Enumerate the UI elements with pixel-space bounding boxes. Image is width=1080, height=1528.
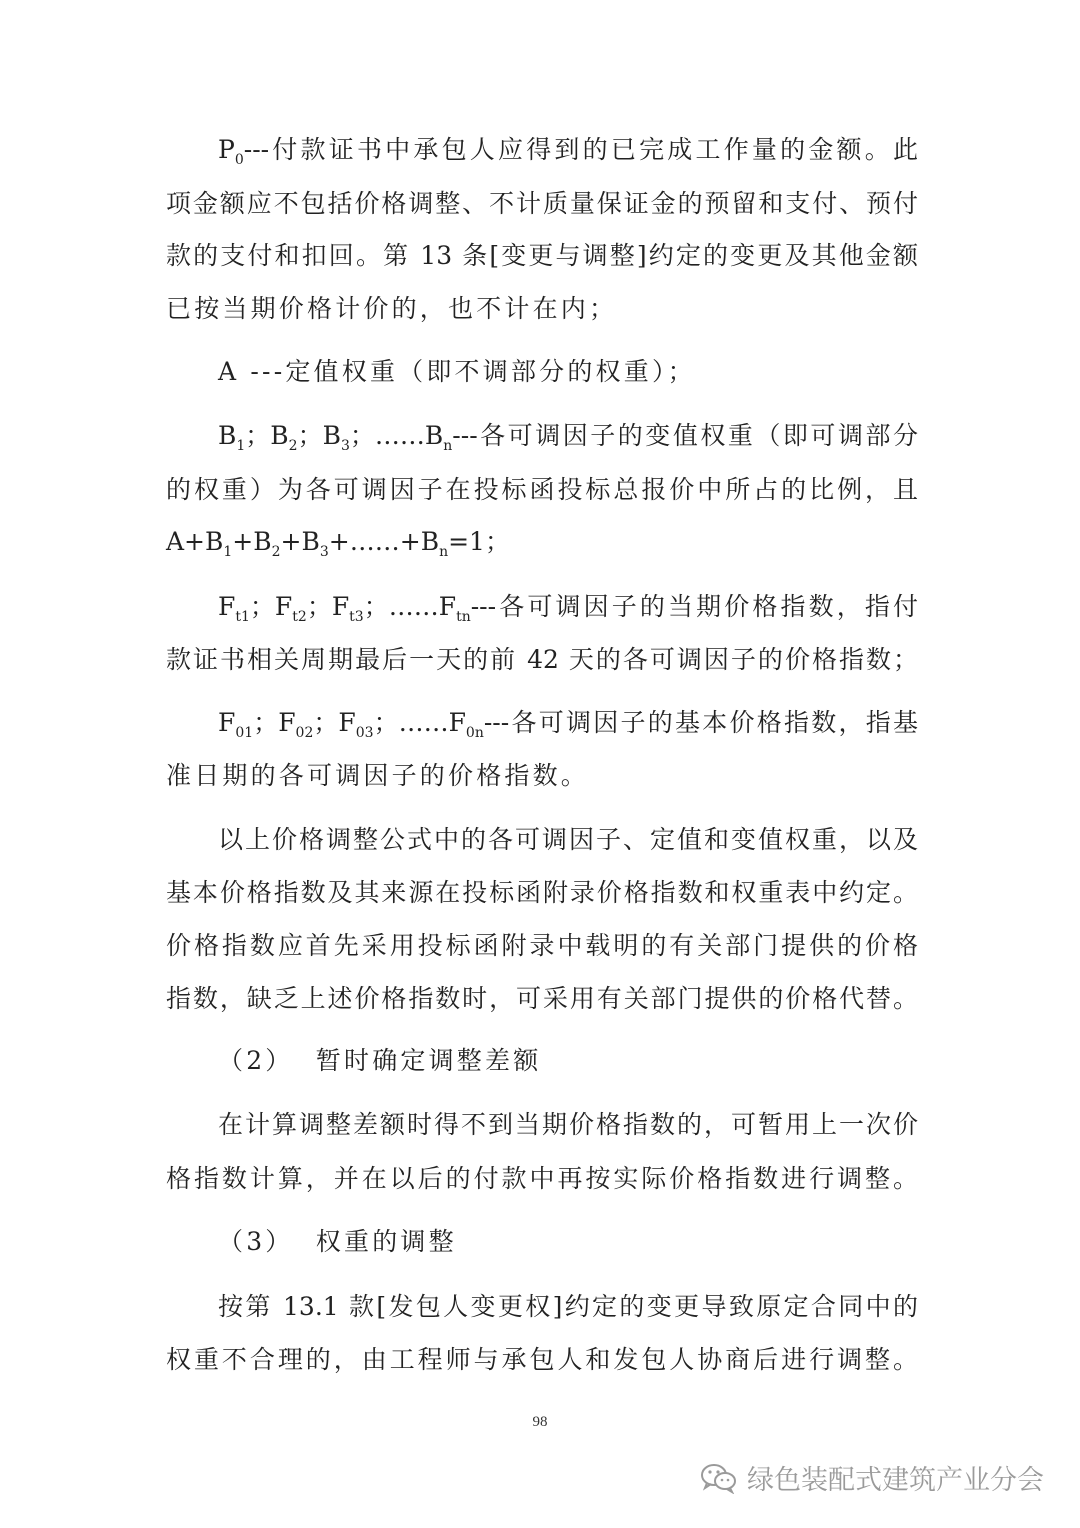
text-line: 以上价格调整公式中的各可调因子、定值和变值权重，以及 xyxy=(218,825,918,854)
section-heading-2: （2） 暂时确定调整差额 xyxy=(218,1046,542,1075)
subscript: 2 xyxy=(271,544,281,560)
subscript: n xyxy=(439,544,449,560)
subscript: 3 xyxy=(340,438,350,454)
text-fragment: ；B xyxy=(245,421,289,450)
text-line: 权重不合理的，由工程师与承包人和发包人协商后进行调整。 xyxy=(166,1345,918,1374)
watermark-text: 绿色装配式建筑产业分会 xyxy=(747,1465,1044,1496)
text-fragment: ---各可调因子的变值权重（即可调部分 xyxy=(452,421,918,450)
text-line: 价格指数应首先采用投标函附录中载明的有关部门提供的价格 xyxy=(166,931,918,960)
wechat-icon xyxy=(699,1462,737,1494)
text-line: 指数，缺乏上述价格指数时，可采用有关部门提供的价格代替。 xyxy=(166,984,918,1013)
watermark xyxy=(699,1458,1044,1497)
text-fragment: F xyxy=(218,708,236,737)
text-line-f0-definition xyxy=(218,705,918,751)
text-fragment: +……+B xyxy=(328,527,440,556)
subscript: 2 xyxy=(288,438,298,454)
text-fragment: ；……F xyxy=(363,592,457,621)
text-line-p0-definition xyxy=(218,132,918,178)
text-fragment: ；F xyxy=(313,708,356,737)
subscript: t3 xyxy=(349,609,364,625)
text-line: 项金额应不包括价格调整、不计质量保证金的预留和支付、预付 xyxy=(166,189,918,218)
text-fragment: ；F xyxy=(249,592,293,621)
text-fragment: =1； xyxy=(448,527,510,556)
text-fragment: F xyxy=(218,592,236,621)
text-fragment: A+B xyxy=(166,527,224,556)
subscript: n xyxy=(443,438,453,454)
subscript: 0n xyxy=(465,725,484,741)
text-fragment: ---各可调因子的当期价格指数，指付 xyxy=(470,592,918,621)
text-line: 准日期的各可调因子的价格指数。 xyxy=(166,761,590,790)
text-line-a-definition: A ---定值权重（即不调部分的权重）； xyxy=(218,357,696,386)
text-fragment: ；B xyxy=(297,421,341,450)
text-fragment: ---付款证书中承包人应得到的已完成工作量的金额。此 xyxy=(243,135,918,164)
subscript: 0 xyxy=(234,152,244,168)
text-line: 已按当期价格计价的，也不计在内； xyxy=(166,294,618,323)
subscript: 3 xyxy=(319,544,329,560)
subscript: 02 xyxy=(295,725,314,741)
text-fragment: +B xyxy=(232,527,272,556)
subscript: 01 xyxy=(235,725,254,741)
text-line: 基本价格指数及其来源在投标函附录价格指数和权重表中约定。 xyxy=(166,878,918,907)
text-fragment: ---各可调因子的基本价格指数，指基 xyxy=(483,708,918,737)
text-fragment: ；F xyxy=(253,708,296,737)
text-line: 款的支付和扣回。第 13 条[变更与调整]约定的变更及其他金额 xyxy=(166,241,918,270)
subscript: t2 xyxy=(292,609,307,625)
text-line-formula xyxy=(166,524,918,570)
text-line: 款证书相关周期最后一天的前 42 天的各可调因子的价格指数； xyxy=(166,645,918,674)
text-line: 按第 13.1 款[发包人变更权]约定的变更导致原定合同中的 xyxy=(218,1292,918,1321)
text-line: 格指数计算，并在以后的付款中再按实际价格指数进行调整。 xyxy=(166,1164,918,1193)
text-line: 的权重）为各可调因子在投标函投标总报价中所占的比例，且 xyxy=(166,475,918,504)
subscript: t1 xyxy=(235,609,250,625)
subscript: 1 xyxy=(236,438,246,454)
text-fragment: ；F xyxy=(306,592,350,621)
text-line: 在计算调整差额时得不到当期价格指数的，可暂用上一次价 xyxy=(218,1110,918,1139)
section-heading-3: （3） 权重的调整 xyxy=(218,1227,457,1256)
text-fragment: +B xyxy=(280,527,320,556)
text-fragment: B xyxy=(218,421,237,450)
subscript: 1 xyxy=(223,544,233,560)
subscript: 03 xyxy=(355,725,374,741)
text-fragment: ；……B xyxy=(349,421,444,450)
symbol-p: P xyxy=(218,135,235,164)
subscript: tn xyxy=(456,609,471,625)
page-number: 98 xyxy=(532,1414,548,1430)
text-line-b-definition xyxy=(218,418,918,464)
text-fragment: ；……F xyxy=(373,708,466,737)
text-line-ft-definition xyxy=(218,589,918,635)
